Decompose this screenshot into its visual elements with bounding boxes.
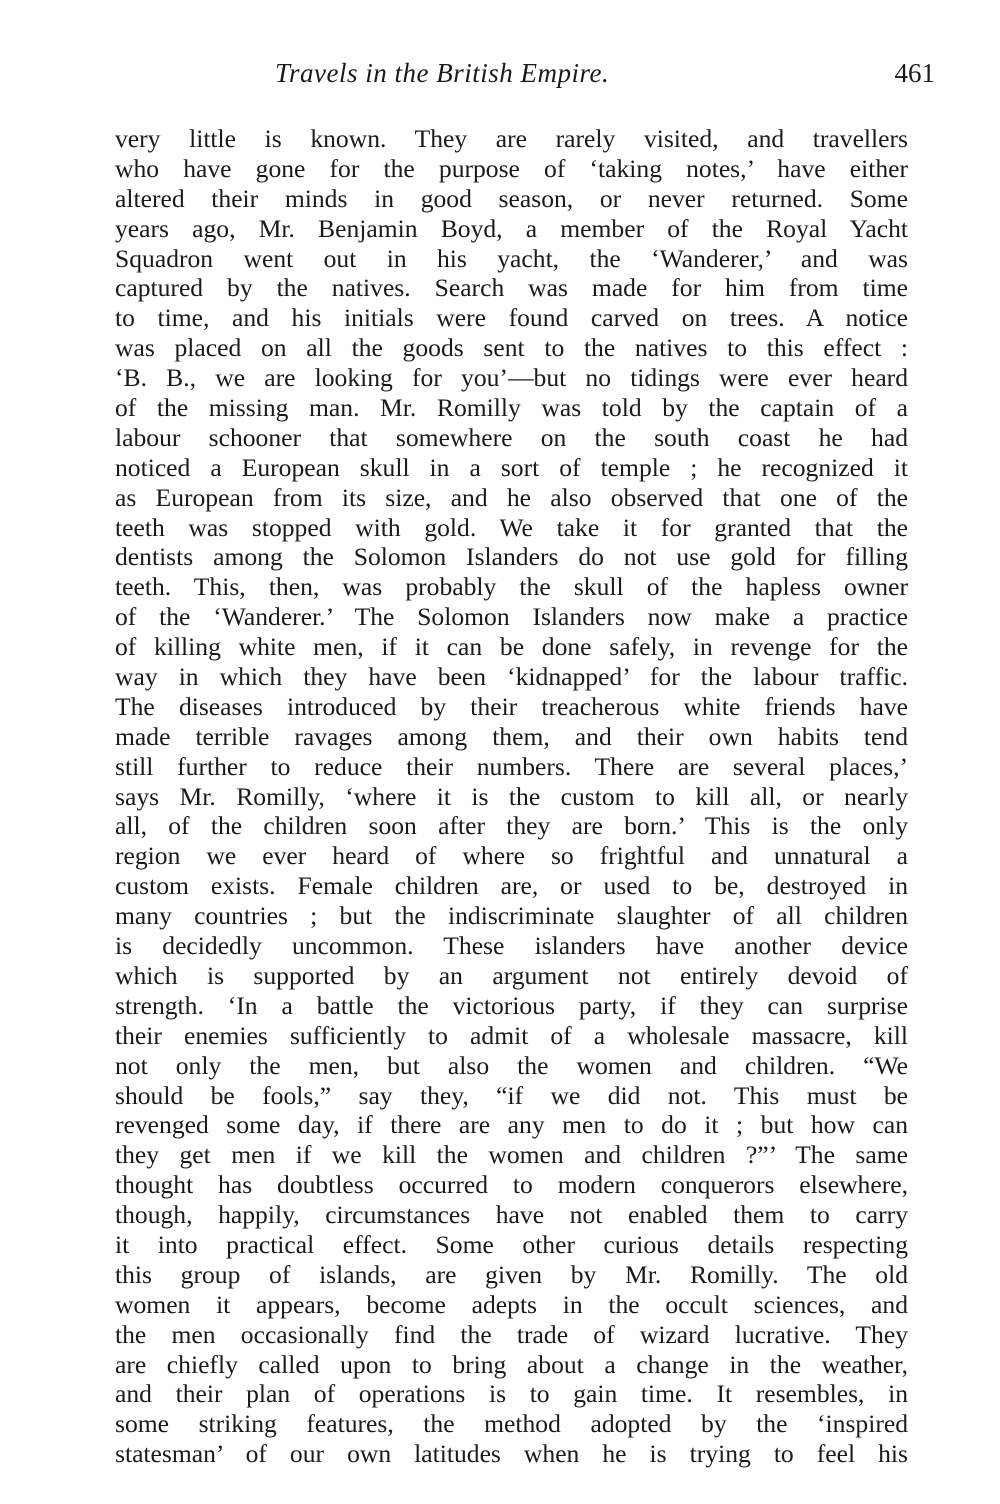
- text-line: teeth. This, then, was probably the skull of the hapless owner: [115, 572, 908, 602]
- text-line: it into practical effect. Some other curious details respecting: [115, 1229, 908, 1259]
- text-line: should be fools,” say they, “if we did not. This must be: [115, 1080, 908, 1110]
- text-line: women it appears, become adepts in the occult sciences, and: [115, 1289, 908, 1319]
- text-line: custom exists. Female children are, or used to be, destroyed in: [115, 871, 908, 901]
- text-line: and their plan of operations is to gain time. It resembles, in: [115, 1379, 908, 1409]
- text-line: though, happily, circumstances have not enabled them to carry: [115, 1200, 908, 1230]
- text-line: they get men if we kill the women and children ?”’ The same: [115, 1140, 908, 1170]
- text-line: region we ever heard of where so frightful and unnatural a: [115, 841, 908, 871]
- page-header: [115, 58, 935, 94]
- text-line: all, of the children soon after they are born.’ This is the only: [115, 811, 908, 841]
- text-line: captured by the natives. Search was made for him from time: [115, 273, 908, 303]
- text-line: labour schooner that somewhere on the south coast he had: [115, 422, 908, 452]
- text-line: revenged some day, if there are any men to do it ; but how can: [115, 1110, 908, 1140]
- text-line: who have gone for the purpose of ‘taking notes,’ have either: [115, 153, 908, 183]
- text-line: was placed on all the goods sent to the natives to this effect :: [115, 333, 908, 363]
- text-line: still further to reduce their numbers. There are several places,’: [115, 751, 908, 781]
- text-line: to time, and his initials were found carved on trees. A notice: [115, 303, 908, 333]
- text-line: which is supported by an argument not entirely devoid of: [115, 960, 908, 990]
- text-line: some striking features, the method adopted by the ‘inspired: [115, 1409, 908, 1439]
- text-line: of killing white men, if it can be done safely, in revenge for the: [115, 632, 908, 662]
- text-line: as European from its size, and he also observed that one of the: [115, 482, 908, 512]
- text-line: thought has doubtless occurred to modern conquerors elsewhere,: [115, 1170, 908, 1200]
- text-line: is decidedly uncommon. These islanders have another device: [115, 931, 908, 961]
- text-line: this group of islands, are given by Mr. Romilly. The old: [115, 1259, 908, 1289]
- text-line: strength. ‘In a battle the victorious party, if they can surprise: [115, 990, 908, 1020]
- text-line: of the missing man. Mr. Romilly was told by the captain of a: [115, 393, 908, 423]
- text-line: the men occasionally find the trade of wizard lucrative. They: [115, 1319, 908, 1349]
- text-line: The diseases introduced by their treacherous white friends have: [115, 691, 908, 721]
- text-line: made terrible ravages among them, and their own habits tend: [115, 721, 908, 751]
- text-line: not only the men, but also the women and children. “We: [115, 1050, 908, 1080]
- text-line: dentists among the Solomon Islanders do not use gold for filling: [115, 542, 908, 572]
- text-line: teeth was stopped with gold. We take it for granted that the: [115, 512, 908, 542]
- text-line: Squadron went out in his yacht, the ‘Wanderer,’ and was: [115, 243, 908, 273]
- body-text: [115, 124, 908, 1469]
- text-line: altered their minds in good season, or never returned. Some: [115, 183, 908, 213]
- text-line: are chiefly called upon to bring about a change in the weather,: [115, 1349, 908, 1379]
- page-number: 461: [894, 58, 935, 88]
- text-line: noticed a European skull in a sort of temple ; he recognized it: [115, 452, 908, 482]
- text-line: of the ‘Wanderer.’ The Solomon Islanders now make a practice: [115, 602, 908, 632]
- text-line: ‘B. B., we are looking for you’—but no tidings were ever heard: [115, 363, 908, 393]
- text-line: very little is known. They are rarely visited, and travellers: [115, 124, 908, 153]
- text-line: says Mr. Romilly, ‘where it is the custom to kill all, or nearly: [115, 781, 908, 811]
- text-line: way in which they have been ‘kidnapped’ for the labour traffic.: [115, 662, 908, 692]
- text-line: their enemies sufficiently to admit of a wholesale massacre, kill: [115, 1020, 908, 1050]
- running-title: Travels in the British Empire.: [275, 58, 610, 88]
- text-line: many countries ; but the indiscriminate slaughter of all children: [115, 901, 908, 931]
- text-line: statesman’ of our own latitudes when he is trying to feel his: [115, 1439, 908, 1469]
- text-line: years ago, Mr. Benjamin Boyd, a member of the Royal Yacht: [115, 213, 908, 243]
